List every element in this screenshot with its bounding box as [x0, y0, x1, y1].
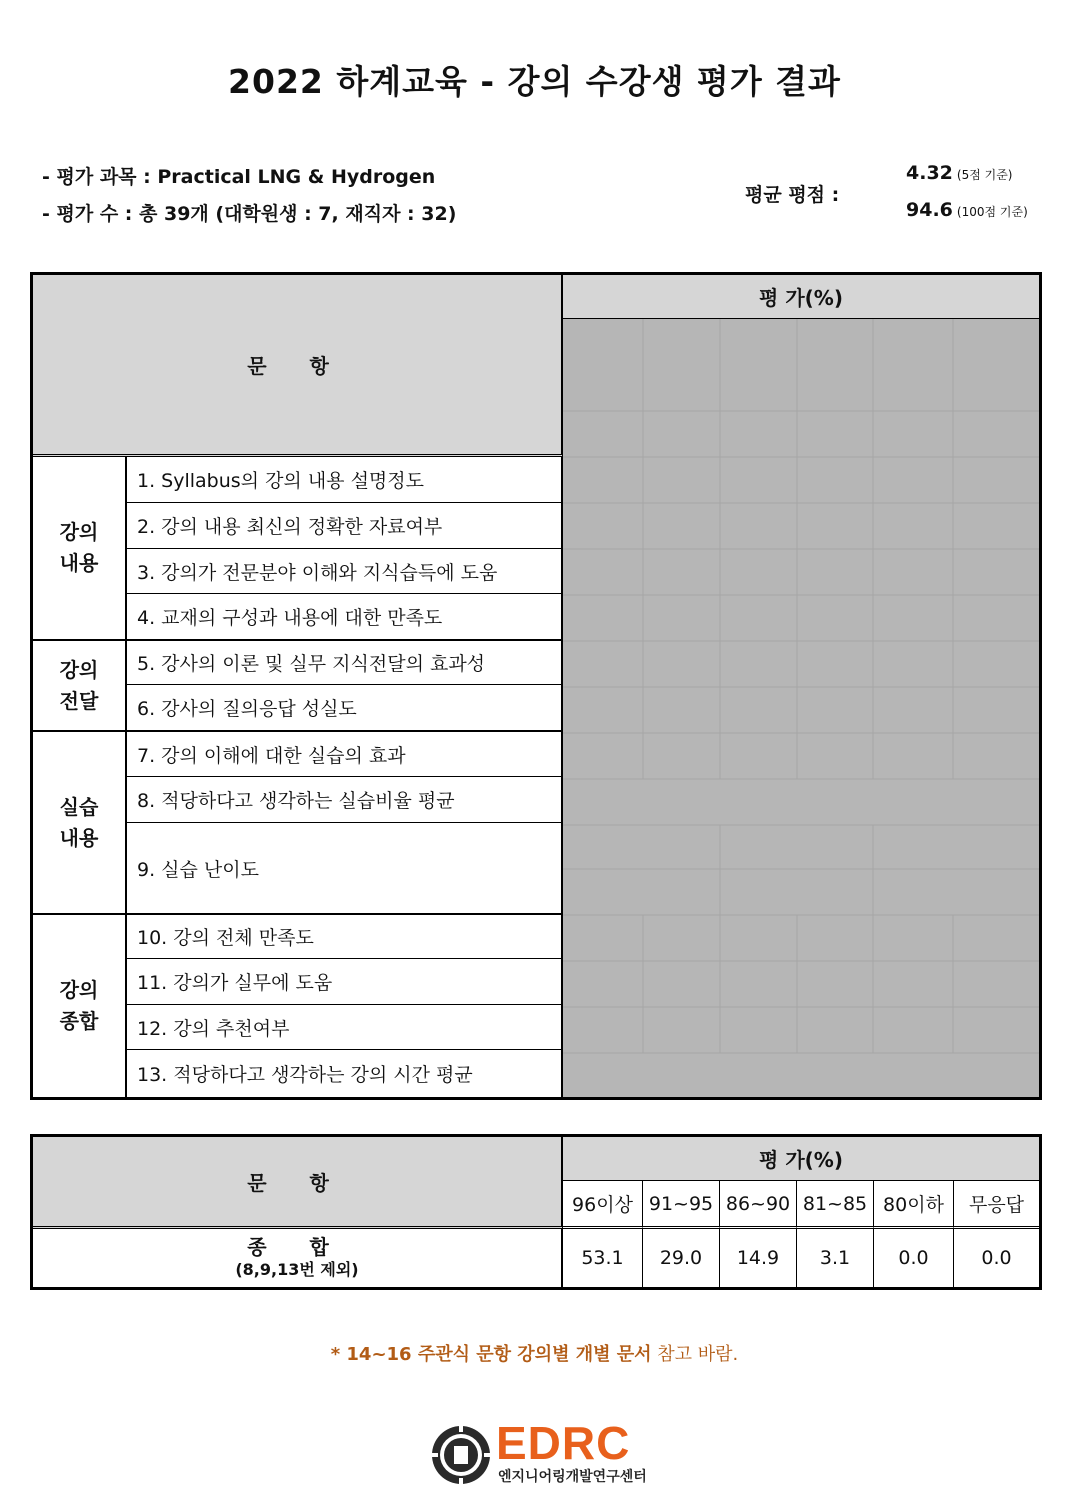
average-100-score: [906, 199, 1028, 221]
category-practice-content: 실습 내용: [33, 730, 127, 913]
footnote-star: *: [330, 1344, 347, 1365]
question-9: 9. 실습 난이도: [127, 822, 563, 913]
question-1: 1. Syllabus의 강의 내용 설명정도: [127, 457, 563, 502]
question-6: 6. 강사의 질의응답 성실도: [127, 684, 563, 730]
question-8: 8. 적당하다고 생각하는 실습비율 평균: [127, 776, 563, 822]
question-4: 4. 교재의 구성과 내용에 대한 만족도: [127, 593, 563, 639]
question-13: 13. 적당하다고 생각하는 강의 시간 평균: [127, 1049, 563, 1097]
category-lecture-overall: 강의 종합: [33, 913, 127, 1097]
table-header-evaluation: 평 가(%): [563, 275, 1039, 319]
total-label: 종 합: [247, 1235, 347, 1259]
column-81-85: 81~85: [797, 1181, 874, 1229]
category-lecture-delivery: 강의 전달: [33, 639, 127, 730]
emblem-icon: [430, 1424, 492, 1486]
category-lecture-content: 강의 내용: [33, 457, 127, 639]
subject-line: - 평가 과목 : Practical LNG & Hydrogen: [42, 166, 436, 188]
column-80-below: 80이하: [874, 1181, 954, 1229]
average-100-basis: (100점 기준): [956, 205, 1028, 219]
footnote: [0, 1340, 1069, 1366]
average-5-score: [906, 162, 1012, 184]
total-value-86-90: 14.9: [720, 1229, 797, 1287]
redacted-results-area: [563, 319, 1039, 1097]
total-value-81-85: 3.1: [797, 1229, 874, 1287]
question-7: 7. 강의 이해에 대한 실습의 효과: [127, 730, 563, 776]
question-12: 12. 강의 추천여부: [127, 1004, 563, 1049]
summary-header-items: 문 항: [33, 1137, 563, 1229]
logo-text: EDRC: [496, 1417, 631, 1469]
column-no-response: 무응답: [954, 1181, 1039, 1229]
average-5-value: 4.32: [906, 162, 953, 184]
average-100-value: 94.6: [906, 199, 953, 221]
page-title: 2022 하계교육 - 강의 수강생 평가 결과: [228, 62, 841, 101]
question-5: 5. 강사의 이론 및 실무 지식전달의 효과성: [127, 639, 563, 684]
column-86-90: 86~90: [720, 1181, 797, 1229]
count-line: - 평가 수 : 총 39개 (대학원생 : 7, 재직자 : 32): [42, 203, 457, 225]
total-value-no-response: 0.0: [981, 1247, 1012, 1269]
table-header-items: 문 항: [33, 275, 563, 457]
total-value-80-below: 0.0: [874, 1229, 954, 1287]
summary-table: [30, 1134, 1042, 1290]
column-91-95: 91~95: [643, 1181, 720, 1229]
logo-subtitle: 엔지니어링개발연구센터: [498, 1469, 647, 1485]
footnote-rest: 참고 바람.: [651, 1344, 739, 1365]
question-3: 3. 강의가 전문분야 이해와 지식습득에 도움: [127, 548, 563, 593]
average-label: 평균 평점 :: [745, 184, 840, 206]
column-96-plus: 96이상: [563, 1181, 643, 1229]
total-value-96-plus: 53.1: [563, 1229, 643, 1287]
total-value-91-95: 29.0: [643, 1229, 720, 1287]
average-5-basis: (5점 기준): [956, 168, 1013, 182]
footnote-bold: 14~16 주관식 문항 강의별 개별 문서: [346, 1344, 652, 1365]
question-11: 11. 강의가 실무에 도움: [127, 958, 563, 1004]
total-sub-label: (8,9,13번 제외): [235, 1260, 359, 1279]
edrc-logo: [430, 1417, 660, 1488]
redacted-grid: [563, 319, 1039, 1097]
question-2: 2. 강의 내용 최신의 정확한 자료여부: [127, 502, 563, 548]
total-row-label: [33, 1229, 563, 1287]
question-10: 10. 강의 전체 만족도: [127, 913, 563, 958]
evaluation-table: [30, 272, 1042, 1100]
summary-header-evaluation: 평 가(%): [563, 1137, 1039, 1181]
